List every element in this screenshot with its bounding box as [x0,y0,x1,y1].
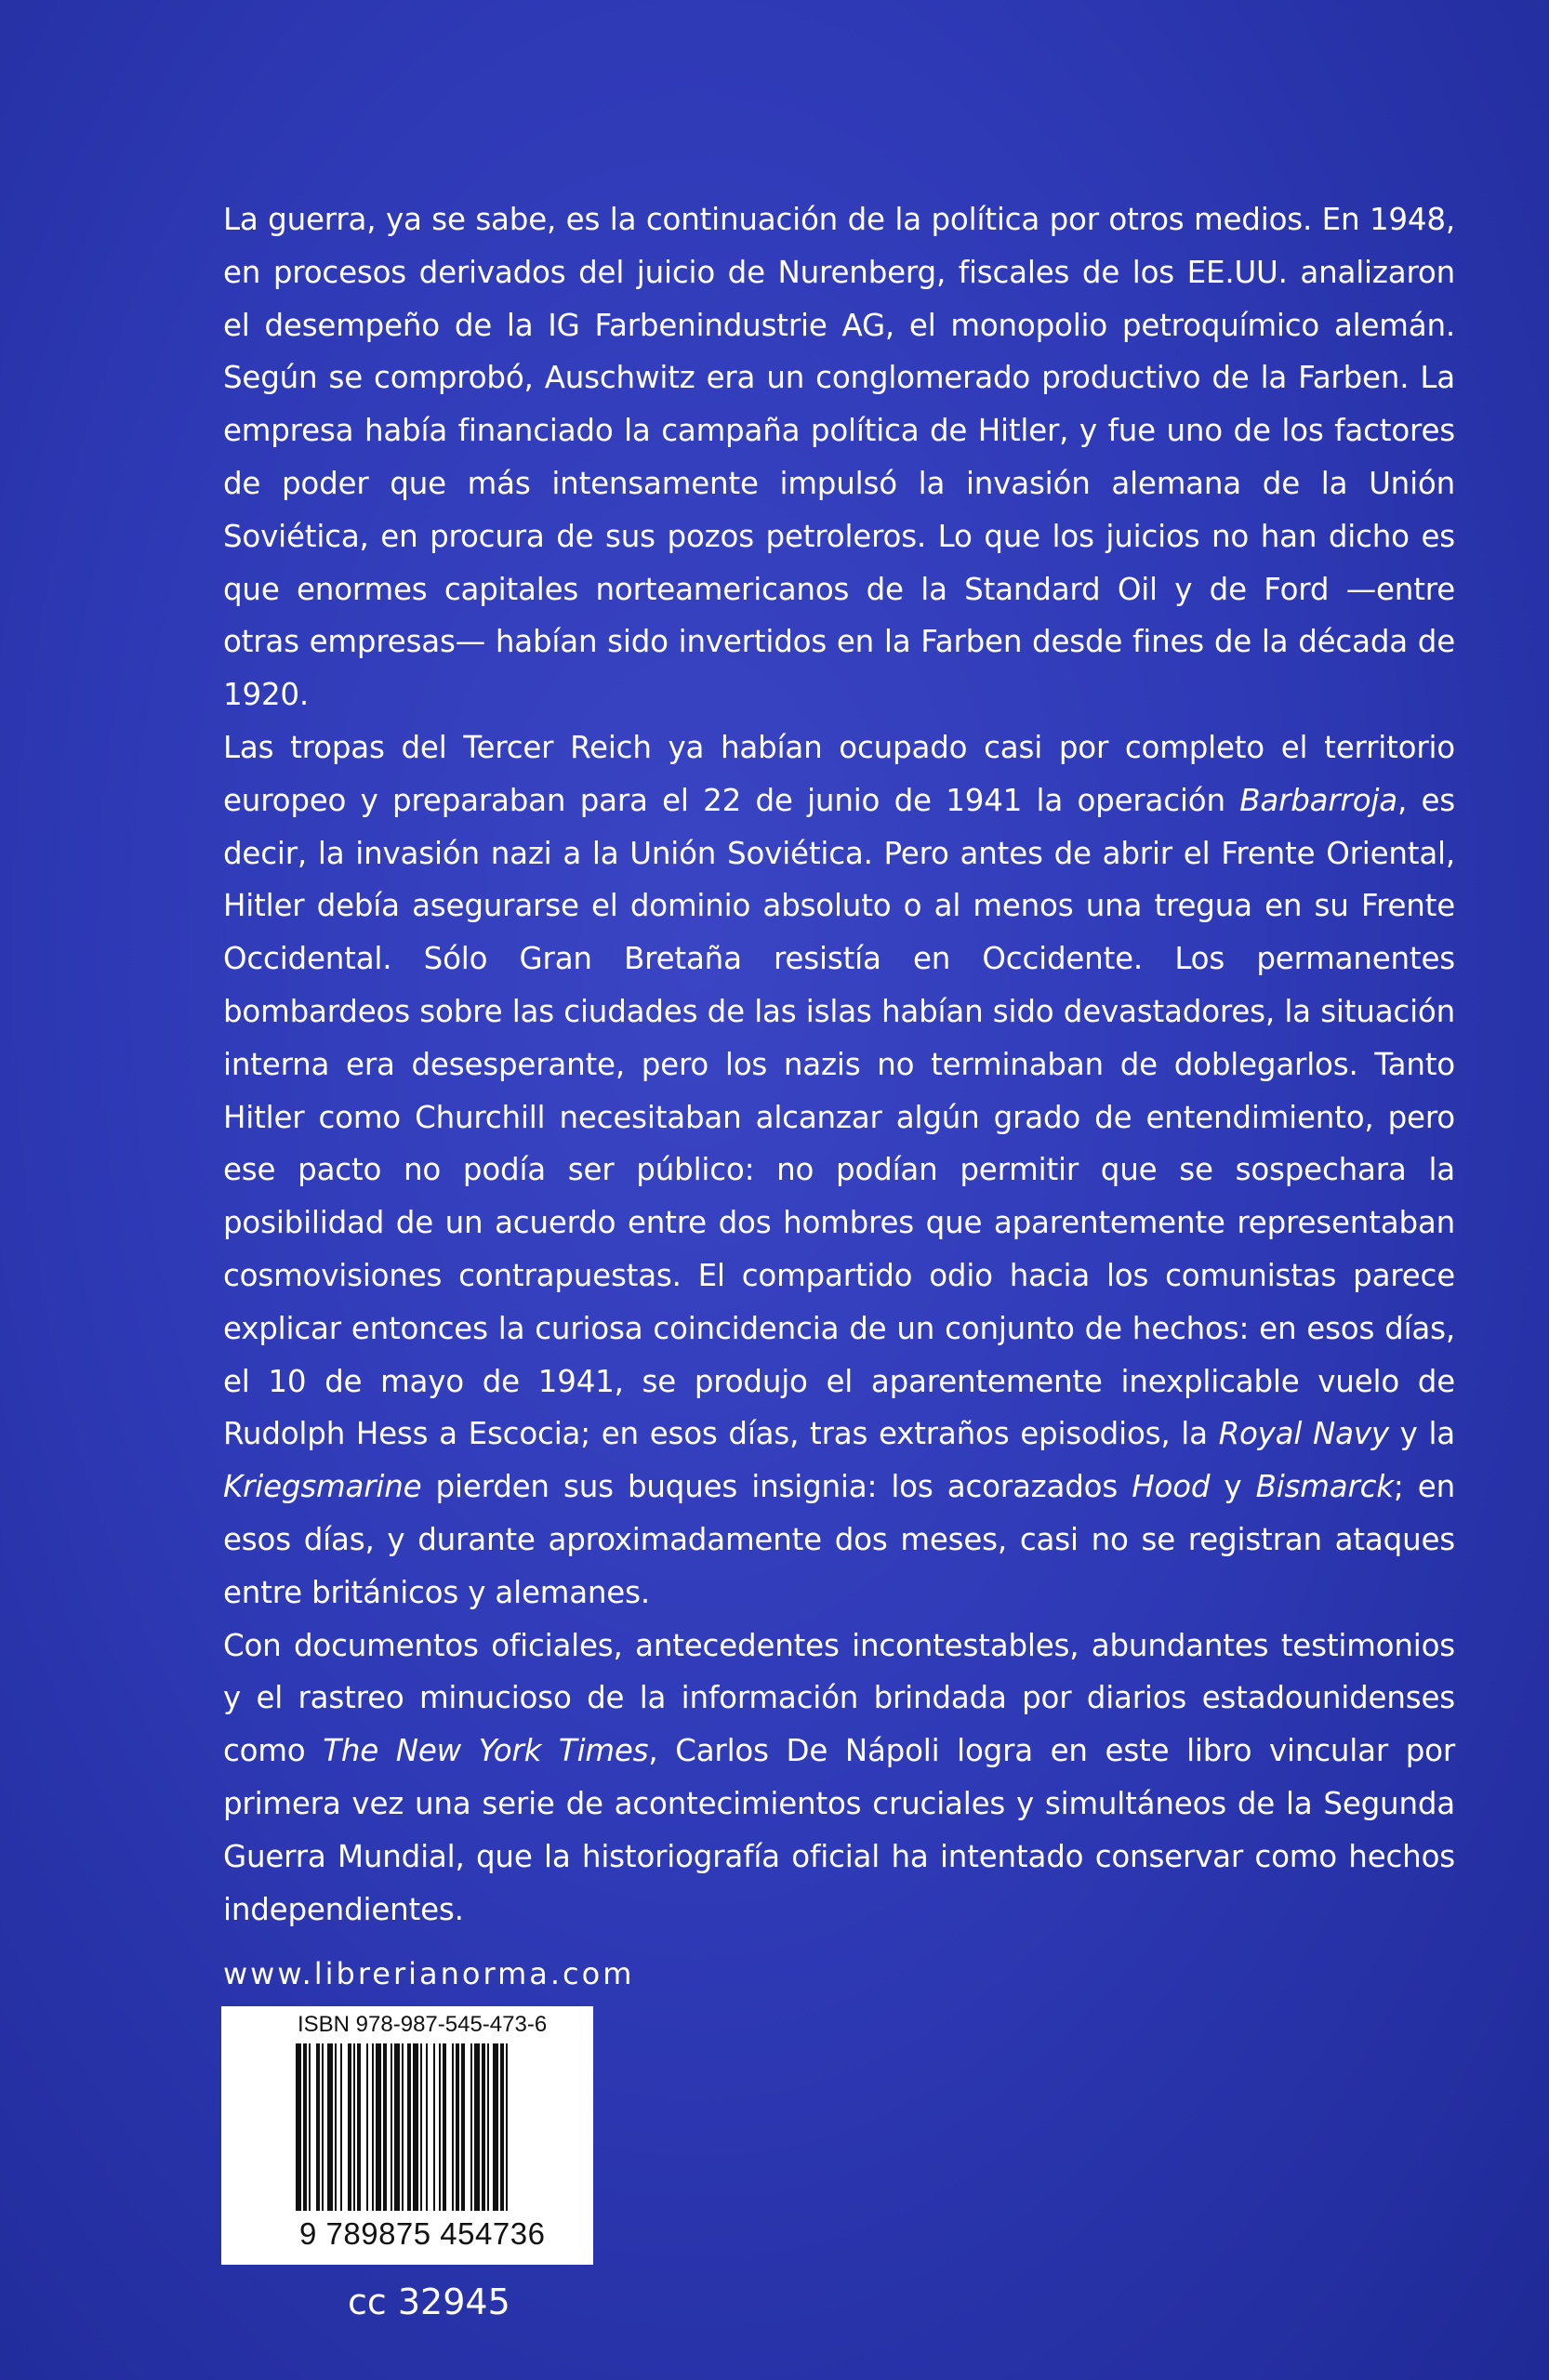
barcode-digits: 9 789875 454736 [299,2216,546,2251]
blurb-italic-bismarck: Bismarck [1255,1469,1394,1505]
blurb-paragraph-2 [223,721,1455,1620]
catalog-code: cc 32945 [348,2281,510,2322]
blurb-italic-kriegsmarine: Kriegsmarine [223,1469,422,1505]
blurb-text: Con documentos oficiales, antecedentes incontestables, abundantes testimonios y el rastreo minucioso de la información brindada por diarios estadounidenses como [223,1627,1455,1769]
blurb-text: , es decir, la invasión nazi a la Unión Soviética. Pero antes de abrir el Frente Oriental, Hitler debía asegurarse el dominio absoluto o al menos una tregua en su Frente Occidental. Sólo Gran Bretaña resistía en Occidente. Los permanentes bombardeos sobre las ciudades de las islas habían sido devastadores, la situación interna era desesperante, pero los nazis no terminaban de doblegarlos. Tanto Hitler como Churchill necesitaban alcanzar algún grado de entendimiento, pero ese pacto no podía ser público: no podían permitir que se sospechara la posibilidad de un acuerdo entre dos hombres que aparentemente representaban cosmovisiones contrapuestas. El compartido odio hacia los comunistas parece explicar entonces la curiosa coincidencia de un conjunto de hechos: en esos días, el 10 de mayo de 1941, se produjo el aparentemente inexplicable vuelo de Rudolph Hess a Escocia; en esos días, tras extraños episodios, la [223,782,1456,1452]
isbn-label: ISBN 978-987-545-473-6 [298,2012,548,2037]
blurb-text: pierden sus buques insignia: los acorazados [421,1469,1132,1505]
back-cover-blurb [223,193,1455,1936]
blurb-text: y [1210,1469,1256,1505]
blurb-italic-barbarroja: Barbarroja [1239,782,1397,818]
blurb-paragraph-1: La guerra, ya se sabe, es la continuación de la política por otros medios. En 1948, en procesos derivados del juicio de Nurenberg, fiscales de los EE.UU. analizaron el desempeño de la IG Farbenindustrie AG, el monopolio petroquímico alemán. Según se comprobó, Auschwitz era un conglomerado productivo de la Farben. La empresa había financiado la campaña política de Hitler, y fue uno de los factores de poder que más intensamente impulsó la invasión alemana de la Unión Soviética, en procura de sus pozos petroleros. Lo que los juicios no han dicho es que enormes capitales norteamericanos de la Standard Oil y de Ford —entre otras empresas— habían sido invertidos en la Farben desde fines de la década de 1920. [223,202,1455,713]
barcode-bars [296,2043,575,2229]
blurb-text: ; en esos días, y durante aproximadamente dos meses, casi no se registran ataques entre británicos y alemanes. [223,1469,1456,1610]
publisher-website: www.librerianorma.com [223,1956,635,1991]
blurb-text: y la [1388,1416,1456,1452]
blurb-italic-royal-navy: Royal Navy [1218,1416,1389,1452]
blurb-text: Las tropas del Tercer Reich ya habían ocupado casi por completo el territorio europeo y preparaban para el 22 de junio de 1941 la operación [223,729,1455,818]
blurb-italic-nyt: The New York Times [323,1733,649,1769]
blurb-text: , Carlos De Nápoli logra en este libro vincular por primera vez una serie de acontecimientos cruciales y simultáneos de la Segunda Guerra Mundial, que la historiografía oficial ha intentado conservar como hechos independientes. [223,1733,1455,1927]
isbn-barcode-box [221,2006,593,2265]
blurb-paragraph-3 [223,1620,1455,1937]
blurb-italic-hood: Hood [1132,1469,1211,1505]
